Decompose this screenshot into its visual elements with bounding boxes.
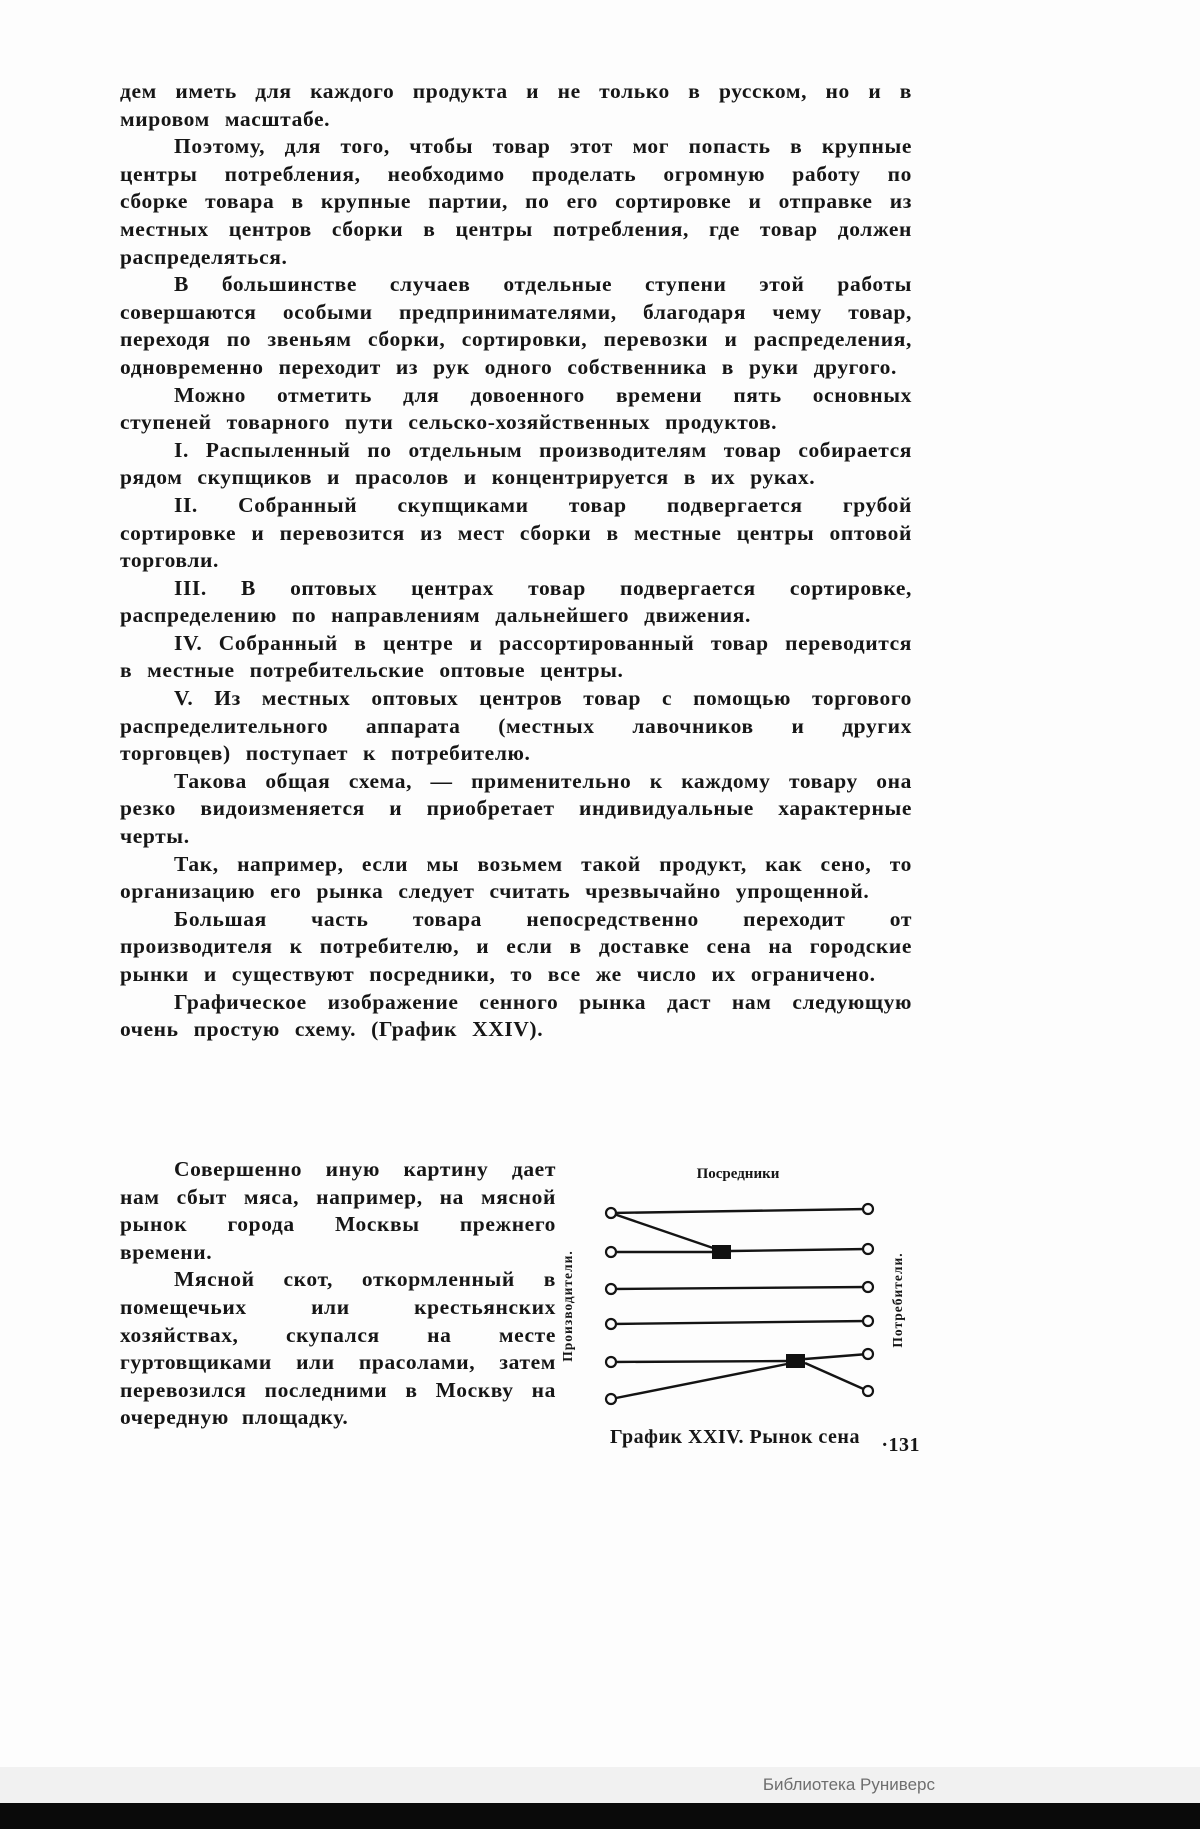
hay-market-diagram [556,1156,914,1414]
footer-bar [0,1803,1200,1829]
consumer-node [863,1282,873,1292]
paragraph: дем иметь для каждого продукта и не только в русском, но и в мировом масштабе. [120,79,912,131]
flow-line [805,1363,868,1391]
flow-line [611,1321,868,1324]
paragraph: В большинстве случаев отдельные ступени этой работы совершаются особыми предпринимателями, благодаря чему товар, переходя по звеньям сборки, сортировки, перевозки и распределения, одновременно переходит из рук одного собственника в руки другого. [120,272,912,379]
paragraph-numbered-5: V. Из местных оптовых центров товар с помощью торгового распределительного аппарата (местных лавочников и других торговцев) поступает к потребителю. [120,686,912,766]
flow-line [611,1213,716,1249]
flow-line [611,1287,868,1289]
paragraph: Мясной скот, откормленный в помещечьих или крестьянских хозяйствах, скупался на месте гуртовщиками или прасолами, затем перевозился последними в Москву на очередную площадку. [120,1267,556,1430]
intermediary-node [786,1354,805,1368]
producer-node [606,1319,616,1329]
consumer-node [863,1386,873,1396]
intermediary-nodes [712,1245,805,1368]
paragraph: Графическое изображение сенного рынка даст нам следующую очень простую схему. (График XXIV). [120,989,912,1042]
consumers-axis-label: Потребители. [890,1252,905,1348]
paragraph-numbered-4: IV. Собранный в центре и рассортированный товар переводится в местные потребительские оптовые центры. [120,630,912,683]
producer-node [606,1357,616,1367]
paragraph-numbered-1: I. Распыленный по отдельным производителям товар собирается рядом скупщиков и прасолов и концентрируется в их руках. [120,437,912,490]
paragraph: Большая часть товара непосредственно переходит от производителя к потребителю, и если в доставке сена на городские рынки и существуют посредники, то все же число их ограничено. [120,906,912,986]
producer-nodes [606,1208,616,1404]
main-text-block [120,78,912,1044]
paragraph: Можно отметить для довоенного времени пять основных ступеней товарного пути сельско-хозяйственных продуктов. [120,382,912,435]
left-text-column [120,1156,556,1449]
producer-node [606,1208,616,1218]
diagram-column [556,1156,920,1456]
diagram-caption-row [556,1426,920,1456]
paragraph-numbered-3: III. В оптовых центрах товар подвергается сортировке, распределению по направлениям дальнейшего движения. [120,575,912,628]
producer-node [606,1247,616,1257]
intermediary-node [712,1245,731,1259]
flow-line [611,1363,792,1399]
diagram-caption: График XXIV. Рынок сена [610,1426,860,1448]
page-number-value: 131 [888,1434,920,1456]
consumer-node [863,1349,873,1359]
paragraph: Совершенно иную картину дает нам сбыт мяса, например, на мясной рынок города Москвы прежнего времени. [120,1157,556,1264]
flow-line [731,1249,868,1251]
flow-line [611,1209,868,1213]
watermark-strip [0,1767,1200,1803]
paragraph-numbered-2: II. Собранный скупщиками товар подвергается грубой сортировке и перевозится из мест сборки в местные центры оптовой торговли. [120,492,912,573]
consumer-nodes [863,1204,873,1396]
paragraph: Поэтому, для того, чтобы товар этот мог попасть в крупные центры потребления, необходимо проделать огромную работу по сборке товара в крупные партии, по его сортировке и отправке из местных центров сборки в центры потребления, где товар должен распределяться. [120,134,912,269]
producers-axis-label: Производители. [560,1250,575,1362]
consumer-node [863,1204,873,1214]
producer-node [606,1284,616,1294]
page-number-mark: · [881,1434,889,1456]
flow-line [611,1361,788,1362]
flow-line [805,1354,868,1359]
page-number [881,1434,920,1457]
producer-node [606,1394,616,1404]
paragraph: Так, например, если мы возьмем такой продукт, как сено, то организацию его рынка следует считать чрезвычайно упрощенной. [120,851,912,904]
consumer-node [863,1244,873,1254]
two-column-section [120,1156,920,1456]
consumer-node [863,1316,873,1326]
flow-lines [611,1209,868,1399]
paragraph: Такова общая схема, — применительно к каждому товару она резко видоизменяется и приобретает индивидуальные характерные черты. [120,768,912,849]
watermark-text: Библиотека Руниверс [762,1775,935,1794]
diagram-top-label: Посредники [696,1166,780,1182]
